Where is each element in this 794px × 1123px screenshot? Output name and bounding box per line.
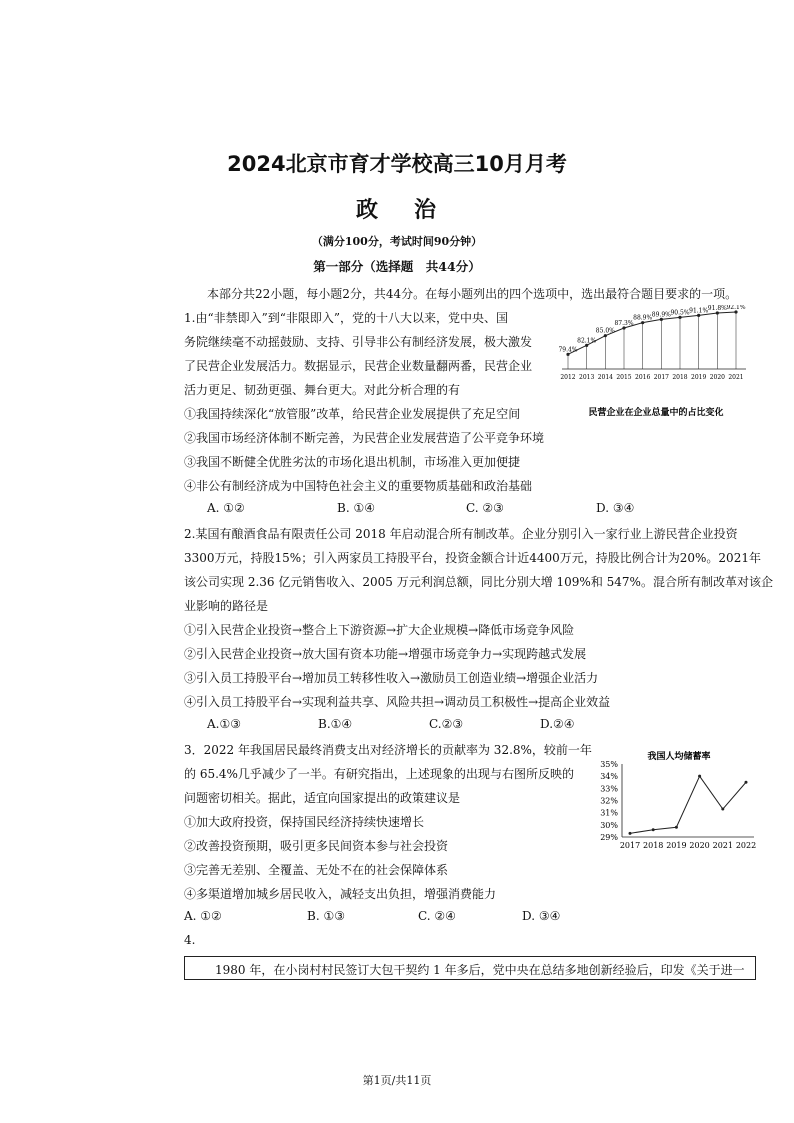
chart2-x-tick: 2019 [666,841,687,850]
chart2-y-tick: 33% [600,784,618,794]
chart2-y-tick: 34% [600,772,618,782]
chart2-y-tick: 29% [600,833,618,842]
chart1-x-tick: 2021 [728,374,744,381]
subject-title [0,193,794,224]
q2-option-a[interactable]: A.①③ [207,717,241,731]
q3-option-b[interactable]: B. ①③ [307,909,345,923]
chart2-point [629,832,632,835]
q1-item: ④非公有制经济成为中国特色社会主义的重要物质基础和政治基础 [184,479,533,493]
chart1-value-label: 79.4% [558,346,578,354]
q3-stem-line: 3．2022 年我国居民最终消费支出对经济增长的贡献率为 32.8%，较前一年 [184,743,592,757]
chart1-value-label: 92.1% [726,305,746,311]
q1-stem-line: 活力更足、韧劲更强、舞台更大。对此分析合理的有 [184,383,461,397]
q2-stem-line: 2.某国有酿酒食品有限责任公司 2018 年启动混合所有制改革。企业分别引入一家行业上游民营企业投资 [184,527,738,541]
chart1-title: 民营企业在企业总量中的占比变化 [588,408,724,418]
chart1-value-label: 89.9% [651,311,671,319]
q3-item: ③完善无差别、全覆盖、无处不在的社会保障体系 [184,863,449,877]
chart2-point [698,775,701,778]
chart2-y-tick: 30% [600,820,618,830]
q1-stem-line: 1.由“非禁即入”到“非限即入”，党的十八大以来，党中央、国 [184,311,508,325]
instructions: 本部分共22小题，每小题2分，共44分。在每小题列出的四个选项中，选出最符合题目要求的一项。 [207,287,738,301]
q1-option-c[interactable]: C. ②③ [466,501,504,515]
chart1-x-tick: 2013 [579,374,595,381]
q4-material-text: 1980 年，在小岗村村民签订大包干契约 1 年多后，党中央在总结多地创新经验后，印发《关于进一 [215,963,745,977]
chart1-x-tick: 2017 [653,374,669,381]
chart2-x-tick: 2022 [735,841,757,850]
exam-info: （满分100分，考试时间90分钟） [311,235,483,248]
chart2-x-tick: 2017 [619,841,641,850]
q2-item: ④引入员工持股平台→实现利益共享、风险共担→调动员工积极性→提高企业效益 [184,695,611,709]
chart1-value-label: 90.5% [670,309,690,317]
chart2-point [721,808,724,811]
chart1-x-tick: 2015 [616,374,632,381]
q3-option-a[interactable]: A. ①② [184,909,222,923]
chart1-value-label: 85.0% [595,327,615,335]
q2-option-c[interactable]: C.②③ [429,717,464,731]
q1-stem-line: 务院继续毫不动摇鼓励、支持、引导非公有制经济发展，极大激发 [184,335,533,349]
chart2-series-line [630,776,746,833]
subject-char-2: 治 [414,198,439,223]
chart2-point [675,826,678,829]
chart1-x-tick: 2016 [635,374,651,381]
chart1-value-label: 88.9% [633,314,653,322]
chart2-y-tick: 32% [600,796,618,806]
q3-option-d[interactable]: D. ③④ [522,909,561,923]
q2-stem-line: 该公司实现 2.36 亿元销售收入、2005 万元利润总额，同比分别大增 109%和 547%。混合所有制改革对该企 [184,575,773,589]
q1-option-a[interactable]: A. ①② [207,501,245,515]
chart1-x-tick: 2019 [691,374,707,381]
q2-item: ③引入员工持股平台→增加员工转移性收入→激励员工创造业绩→增强企业活力 [184,671,599,685]
chart-savings-rate [594,744,760,852]
q1-item: ②我国市场经济体制不断完善，为民营企业发展营造了公平竞争环境 [184,431,545,445]
part-title: 第一部分（选择题 共44分） [313,259,481,274]
chart1-value-label: 91.1% [689,307,709,315]
q2-item: ①引入民营企业投资→整合上下游资源→扩大企业规模→降低市场竞争风险 [184,623,575,637]
q1-item: ③我国不断健全优胜劣汰的市场化退出机制，市场准入更加便捷 [184,455,521,469]
chart1-value-label: 91.8% [707,305,727,312]
q3-item: ④多渠道增加城乡居民收入，减轻支出负担，增强消费能力 [184,887,497,901]
q3-option-c[interactable]: C. ②④ [418,909,456,923]
page-footer: 第1页/共11页 [362,1074,432,1087]
chart2-x-tick: 2020 [689,841,710,850]
chart1-x-tick: 2014 [597,374,613,381]
q1-item: ①我国持续深化“放管服”改革，给民营企业发展提供了充足空间 [184,407,521,421]
chart2-y-tick: 31% [600,808,618,818]
q2-option-d[interactable]: D.②④ [540,717,575,731]
chart2-x-tick: 2021 [712,841,733,850]
chart-private-enterprise-share [556,305,756,425]
q2-option-b[interactable]: B.①④ [318,717,353,731]
chart2-point [652,828,655,831]
q4-material-box [184,956,756,980]
chart2-y-tick: 35% [600,760,618,769]
chart2-point [745,781,748,784]
q3-item: ①加大政府投资，保持国民经济持续快速增长 [184,815,425,829]
chart1-value-label: 87.3% [614,320,634,327]
chart1-x-tick: 2020 [709,374,725,381]
q1-option-d[interactable]: D. ③④ [596,501,635,515]
q2-item: ②引入民营企业投资→放大国有资本功能→增强市场竞争力→实现跨越式发展 [184,647,587,661]
q2-stem-line: 3300万元，持股15%；引入两家员工持股平台，投资金额合计近4400万元，持股比例合计为20%。2021年 [184,551,761,565]
q3-stem-line: 问题密切相关。据此，适宜向国家提出的政策建议是 [184,791,461,805]
page-title: 2024北京市育才学校高三10月月考 [227,152,567,176]
q1-stem-line: 了民营企业发展活力。数据显示，民营企业数量翻两番，民营企业 [184,359,533,373]
q2-stem-line: 业影响的路径是 [184,599,269,613]
chart2-x-tick: 2018 [643,841,664,850]
q3-item: ②改善投资预期，吸引更多民间资本参与社会投资 [184,839,449,853]
q4-number: 4. [184,933,196,947]
q3-stem-line: 的 65.4%几乎减少了一半。有研究指出，上述现象的出现与右图所反映的 [184,767,574,781]
chart1-x-tick: 2012 [560,374,576,381]
chart1-value-label: 82.1% [577,337,597,345]
chart1-x-tick: 2018 [672,374,688,381]
subject-char-1: 政 [355,198,380,223]
chart2-title: 我国人均储蓄率 [647,752,711,762]
q1-option-b[interactable]: B. ①④ [337,501,375,515]
